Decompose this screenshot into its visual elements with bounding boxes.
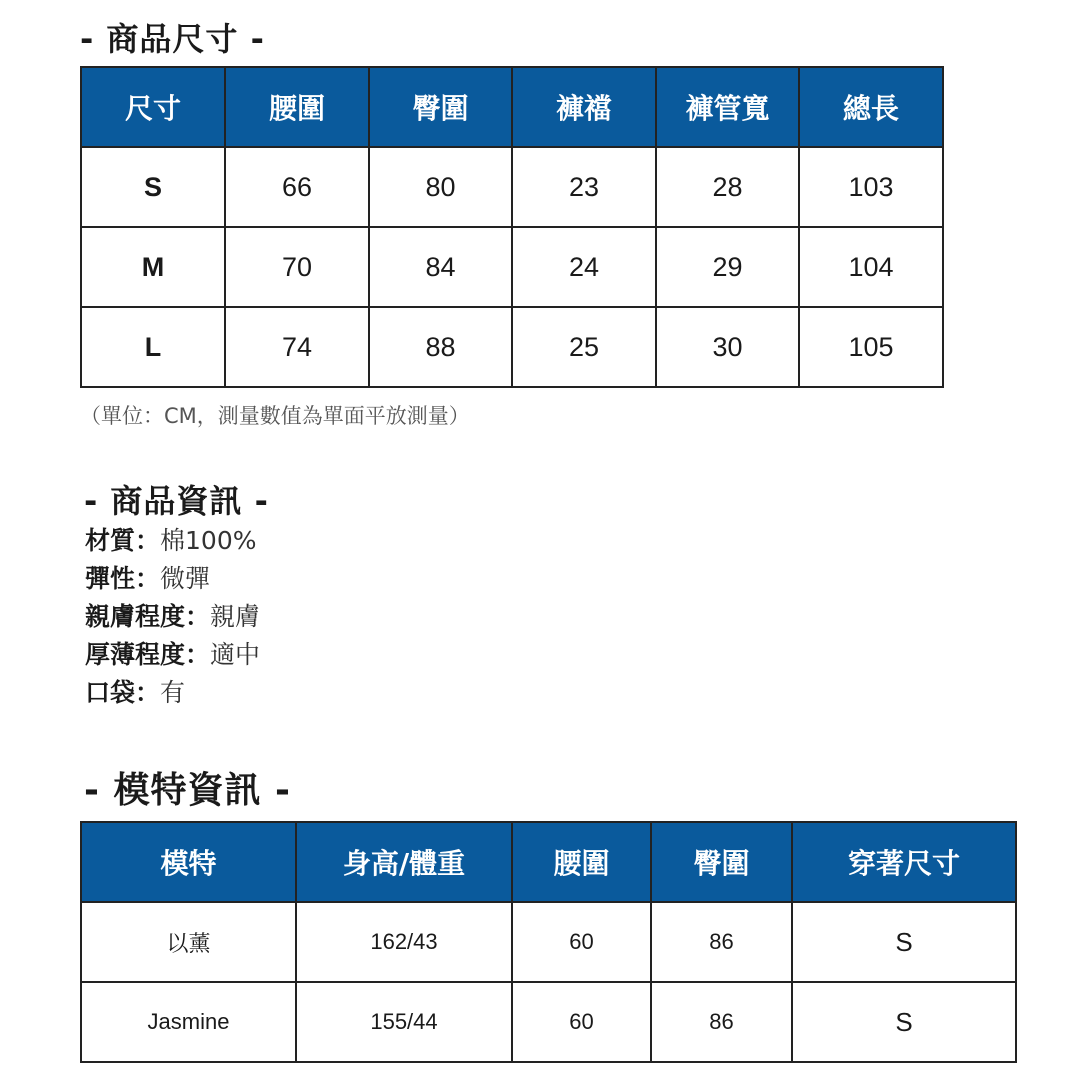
size-cell: S [81,147,225,227]
model-header-hip: 臀圍 [651,822,792,902]
size-cell: 105 [799,307,943,387]
size-cell: M [81,227,225,307]
size-cell: 23 [512,147,656,227]
info-key: 親膚程度： [85,602,211,631]
table-row [81,902,1016,982]
size-cell: 103 [799,147,943,227]
model-cell: Jasmine [81,982,296,1062]
info-value: 棉100% [160,526,257,555]
model-table-header-row [81,822,1016,902]
info-value: 親膚 [210,602,261,631]
list-item [85,636,260,674]
model-cell: 155/44 [296,982,512,1062]
info-value: 微彈 [160,564,211,593]
model-info-title: - 模特資訊 - [84,770,291,811]
info-value: 適中 [210,640,261,669]
size-header-size: 尺寸 [81,67,225,147]
info-key: 彈性： [85,564,161,593]
size-cell: 25 [512,307,656,387]
list-item [85,674,260,712]
info-key: 材質： [85,526,161,555]
product-info-title: - 商品資訊 - [84,482,269,520]
measurement-note: （單位：CM，測量數值為單面平放測量） [80,404,470,428]
size-cell: 80 [369,147,512,227]
size-table [80,66,944,388]
table-row [81,982,1016,1062]
model-cell: 86 [651,982,792,1062]
size-cell: 88 [369,307,512,387]
size-cell: 84 [369,227,512,307]
table-row [81,227,943,307]
size-cell: 70 [225,227,369,307]
size-cell: 74 [225,307,369,387]
list-item [85,598,260,636]
size-header-length: 總長 [799,67,943,147]
model-cell: 60 [512,902,651,982]
size-cell: 29 [656,227,799,307]
model-cell: 60 [512,982,651,1062]
model-cell: 162/43 [296,902,512,982]
size-section-title: - 商品尺寸 - [80,20,265,58]
size-header-leg-width: 褲管寬 [656,67,799,147]
size-header-waist: 腰圍 [225,67,369,147]
size-cell: 66 [225,147,369,227]
product-info-list [85,522,260,712]
info-key: 口袋： [85,678,161,707]
info-value: 有 [160,678,186,707]
model-header-height-weight: 身高/體重 [296,822,512,902]
size-cell: 30 [656,307,799,387]
model-table [80,821,1017,1063]
size-header-hip: 臀圍 [369,67,512,147]
model-cell: S [792,902,1016,982]
info-key: 厚薄程度： [85,640,211,669]
table-row [81,147,943,227]
model-cell: S [792,982,1016,1062]
model-header-waist: 腰圍 [512,822,651,902]
size-cell: 104 [799,227,943,307]
size-cell: 28 [656,147,799,227]
size-header-crotch: 褲襠 [512,67,656,147]
list-item [85,560,260,598]
size-cell: 24 [512,227,656,307]
table-row [81,307,943,387]
size-cell: L [81,307,225,387]
model-cell: 86 [651,902,792,982]
list-item [85,522,260,560]
model-cell: 以薰 [81,902,296,982]
model-header-size-worn: 穿著尺寸 [792,822,1016,902]
size-table-header-row [81,67,943,147]
model-header-name: 模特 [81,822,296,902]
